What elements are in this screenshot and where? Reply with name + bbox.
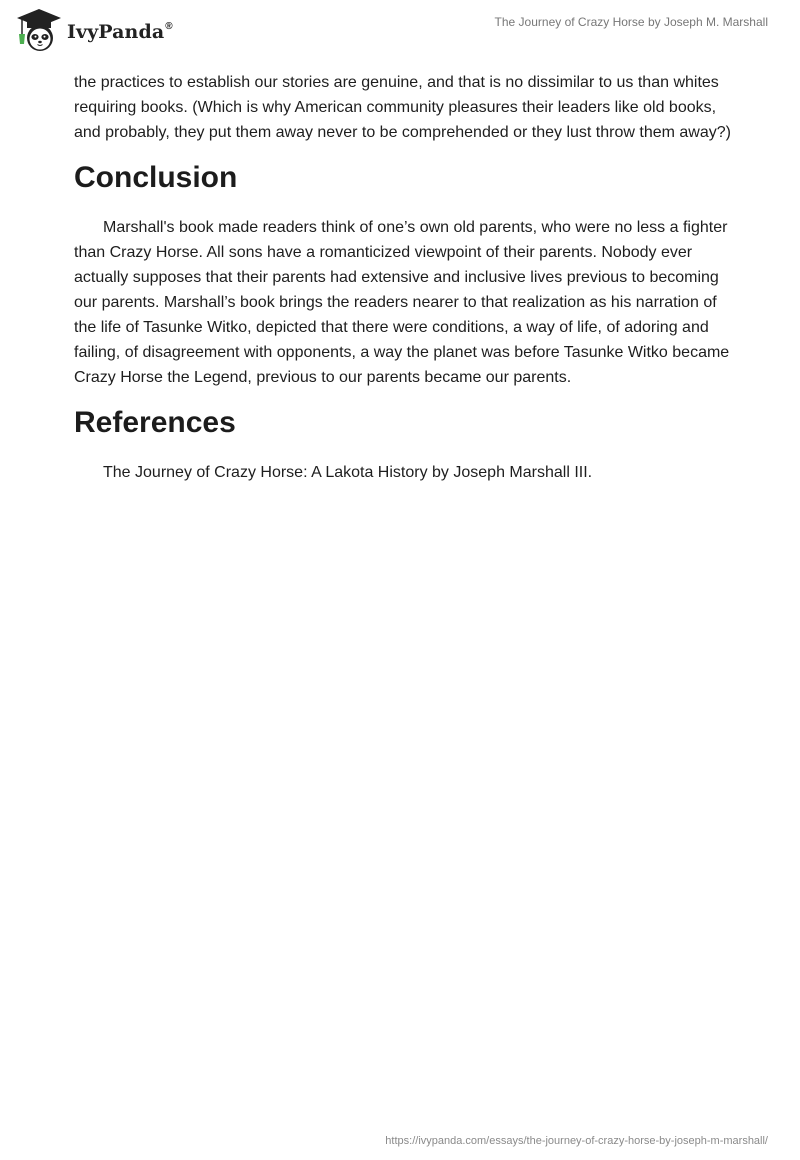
- intro-paragraph: the practices to establish our stories are genuine, and that is no dissimilar to us than whites requiring books. (Which is why American community pleasures their leaders like old books, and probably, they put them away never to be comprehended or they lust throw them away?): [74, 74, 731, 141]
- brand-logo[interactable]: [16, 8, 173, 52]
- reference-item: The Journey of Crazy Horse: A Lakota History by Joseph Marshall III.: [103, 464, 593, 481]
- article-body: [74, 70, 734, 485]
- conclusion-heading: Conclusion: [74, 161, 238, 194]
- footer-url-link[interactable]: https://ivypanda.com/essays/the-journey-of-crazy-horse-by-joseph-m-marshall/: [385, 1135, 768, 1147]
- references-heading: References: [74, 406, 236, 439]
- brand-name: IvyPanda®: [67, 21, 173, 43]
- conclusion-paragraph: Marshall's book made readers think of one’s own old parents, who were no less a fighter than Crazy Horse. All sons have a romanticized viewpoint of their parents. Nobody ever actually supposes that their parents had extensive and inclusive lives previous to becoming our parents. Marshall’s book brings the readers nearer to that realization as his narration of the life of Tasunke Witko, depicted that there were conditions, a way of life, of adoring and failing, of disagreement with opponents, a way the planet was before Tasunke Witko became Crazy Horse the Legend, previous to our parents became our parents.: [74, 219, 730, 386]
- panda-graduate-icon: [16, 8, 62, 52]
- page-header: [0, 0, 800, 62]
- document-title: The Journey of Crazy Horse by Joseph M. Marshall: [494, 15, 768, 29]
